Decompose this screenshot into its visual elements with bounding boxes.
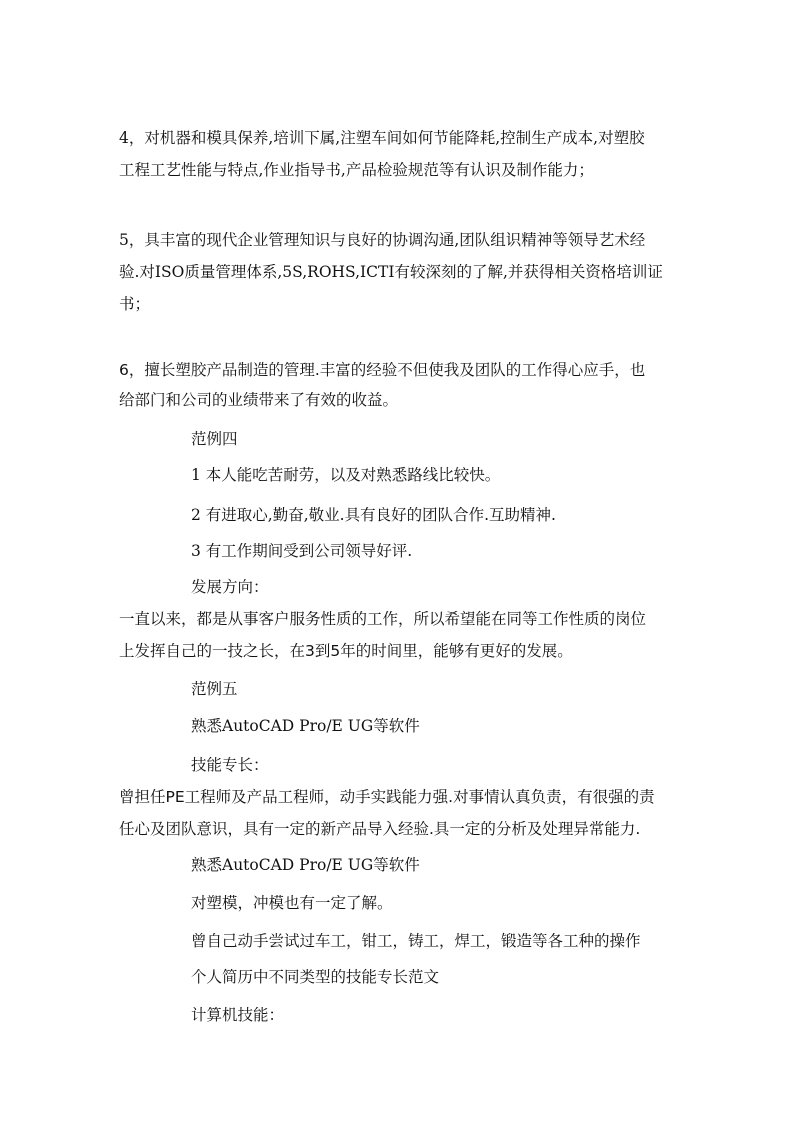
skills-line-2: 任心及团队意识，具有一定的新产品导入经验.具一定的分析及处理异常能力.: [119, 820, 641, 838]
skills-line-1: 曾担任PE工程师及产品工程师，动手实践能力强.对事情认真负责，有很强的责: [119, 788, 655, 806]
development-direction-line-2: 上发挥自己的一技之长，在3到5年的时间里，能够有更好的发展。: [119, 642, 573, 660]
paragraph-6-line-1: 6，擅长塑胶产品制造的管理.丰富的经验不但使我及团队的工作得心应手，也: [119, 361, 646, 379]
paragraph-5-line-2: 验.对ISO质量管理体系,5S,ROHS,ICTI有较深刻的了解,并获得相关资格培训证: [119, 263, 663, 281]
paragraph-6-line-2: 给部门和公司的业绩带来了有效的收益。: [119, 391, 399, 409]
skills-label: 技能专长：: [191, 756, 269, 774]
example-4-item-1: 1 本人能吃苦耐劳，以及对熟悉路线比较快。: [191, 466, 501, 484]
development-direction-label: 发展方向：: [191, 578, 269, 596]
example-4-item-3: 3 有工作期间受到公司领导好评.: [191, 542, 413, 560]
example-4-heading: 范例四: [191, 430, 238, 448]
development-direction-line-1: 一直以来，都是从事客户服务性质的工作，所以希望能在同等工作性质的岗位: [119, 610, 647, 628]
paragraph-4-line-1: 4，对机器和模具保养,培训下属,注塑车间如何节能降耗,控制生产成本,对塑胶: [119, 129, 645, 147]
section-title: 个人简历中不同类型的技能专长范文: [191, 968, 440, 986]
computer-skills-label: 计算机技能：: [191, 1006, 285, 1024]
example-4-item-2: 2 有进取心,勤奋,敬业.具有良好的团队合作.互助精神.: [191, 506, 556, 524]
paragraph-5-line-3: 书；: [119, 295, 151, 313]
crafts-experience: 曾自己动手尝试过车工，钳工，铸工，焊工，锻造等各工种的操作: [191, 932, 641, 950]
mould-knowledge: 对塑模，冲模也有一定了解。: [191, 894, 393, 912]
paragraph-5-line-1: 5，具丰富的现代企业管理知识与良好的协调沟通,团队组识精神等领导艺术经: [119, 231, 646, 249]
paragraph-4-line-2: 工程工艺性能与特点,作业指导书,产品检验规范等有认识及制作能力；: [119, 161, 594, 179]
software-skills-2: 熟悉AutoCAD Pro/E UG等软件: [191, 856, 420, 874]
software-skills-1: 熟悉AutoCAD Pro/E UG等软件: [191, 717, 420, 735]
example-5-heading: 范例五: [191, 680, 238, 698]
